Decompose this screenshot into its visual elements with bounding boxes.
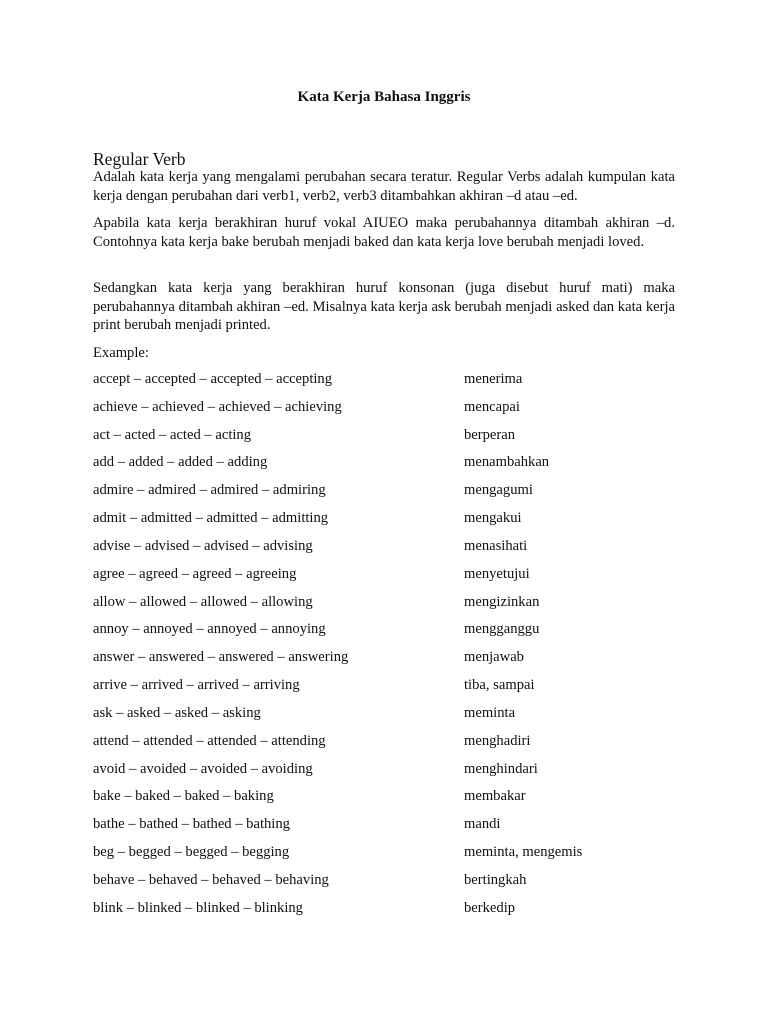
verb-meaning: bertingkah bbox=[464, 871, 527, 888]
verb-meaning: mencapai bbox=[464, 398, 520, 415]
verb-meaning: menerima bbox=[464, 371, 523, 387]
verb-list bbox=[93, 370, 675, 927]
verb-forms: allow – allowed – allowed – allowing bbox=[93, 593, 313, 610]
verb-forms: achieve – achieved – achieved – achieving bbox=[93, 398, 342, 415]
verb-forms: advise – advised – advised – advising bbox=[93, 537, 313, 554]
verb-meaning: membakar bbox=[464, 788, 526, 805]
verb-meaning: menjawab bbox=[464, 649, 524, 666]
verb-forms: admit – admitted – admitted – admitting bbox=[93, 510, 329, 527]
verb-meaning: menasihati bbox=[464, 537, 528, 554]
verb-forms: blink – blinked – blinked – blinking bbox=[93, 899, 303, 916]
verb-forms: act – acted – acted – acting bbox=[93, 426, 252, 443]
list-item bbox=[93, 648, 675, 676]
verb-meaning: meminta, mengemis bbox=[464, 844, 583, 861]
list-item bbox=[93, 620, 675, 648]
list-item bbox=[93, 398, 675, 426]
verb-forms: agree – agreed – agreed – agreeing bbox=[93, 565, 297, 582]
list-item bbox=[93, 843, 675, 871]
verb-forms: ask – asked – asked – asking bbox=[93, 704, 261, 721]
verb-meaning: meminta bbox=[464, 704, 516, 721]
list-item bbox=[93, 370, 675, 398]
verb-meaning: mengagumi bbox=[464, 482, 533, 499]
list-item bbox=[93, 565, 675, 593]
verb-forms: bake – baked – baked – baking bbox=[93, 788, 274, 805]
verb-meaning: mandi bbox=[464, 816, 501, 833]
list-item bbox=[93, 871, 675, 899]
list-item bbox=[93, 537, 675, 565]
example-label: Example: bbox=[93, 345, 149, 361]
list-item bbox=[93, 593, 675, 621]
paragraph-consonant-rule: Sedangkan kata kerja yang berakhiran huruf konsonan (juga disebut huruf mati) maka perubahannya ditambah akhiran –ed. Misalnya kata kerja ask berubah menjadi asked dan kata kerja print berubah menjadi printed. bbox=[93, 280, 675, 334]
list-item bbox=[93, 732, 675, 760]
verb-forms: annoy – annoyed – annoyed – annoying bbox=[93, 621, 326, 638]
paragraph-vowel-rule: Apabila kata kerja berakhiran huruf vokal AIUEO maka perubahannya ditambah akhiran –d. Contohnya kata kerja bake berubah menjadi baked dan kata kerja love berubah menjadi loved. bbox=[93, 215, 675, 250]
verb-meaning: menambahkan bbox=[464, 454, 550, 471]
verb-meaning: berperan bbox=[464, 426, 516, 443]
verb-forms: bathe – bathed – bathed – bathing bbox=[93, 816, 290, 833]
list-item bbox=[93, 481, 675, 509]
list-item bbox=[93, 815, 675, 843]
verb-forms: accept – accepted – accepted – accepting bbox=[93, 371, 333, 387]
list-item bbox=[93, 787, 675, 815]
verb-forms: behave – behaved – behaved – behaving bbox=[93, 871, 329, 888]
list-item bbox=[93, 426, 675, 454]
list-item bbox=[93, 704, 675, 732]
list-item bbox=[93, 509, 675, 537]
verb-meaning: menghindari bbox=[464, 760, 538, 777]
verb-meaning: mengizinkan bbox=[464, 593, 540, 610]
verb-forms: avoid – avoided – avoided – avoiding bbox=[93, 760, 313, 777]
list-item bbox=[93, 453, 675, 481]
document-title: Kata Kerja Bahasa Inggris bbox=[297, 89, 471, 105]
verb-forms: admire – admired – admired – admiring bbox=[93, 482, 326, 499]
list-item bbox=[93, 899, 675, 927]
verb-meaning: menghadiri bbox=[464, 732, 531, 749]
verb-meaning: menyetujui bbox=[464, 565, 530, 582]
verb-forms: attend – attended – attended – attending bbox=[93, 732, 326, 749]
list-item bbox=[93, 760, 675, 788]
verb-meaning: tiba, sampai bbox=[464, 677, 535, 694]
verb-forms: arrive – arrived – arrived – arriving bbox=[93, 677, 300, 694]
verb-meaning: berkedip bbox=[464, 899, 516, 916]
verb-forms: beg – begged – begged – begging bbox=[93, 844, 290, 861]
verb-forms: add – added – added – adding bbox=[93, 454, 268, 471]
list-item bbox=[93, 676, 675, 704]
paragraph-definition: Adalah kata kerja yang mengalami perubahan secara teratur. Regular Verbs adalah kumpulan kata kerja dengan perubahan dari verb1, verb2, verb3 ditambahkan akhiran –d atau –ed. bbox=[93, 169, 675, 204]
verb-forms: answer – answered – answered – answering bbox=[93, 649, 349, 666]
verb-meaning: mengakui bbox=[464, 510, 522, 527]
section-heading: Regular Verb bbox=[93, 149, 186, 169]
verb-meaning: mengganggu bbox=[464, 621, 540, 638]
